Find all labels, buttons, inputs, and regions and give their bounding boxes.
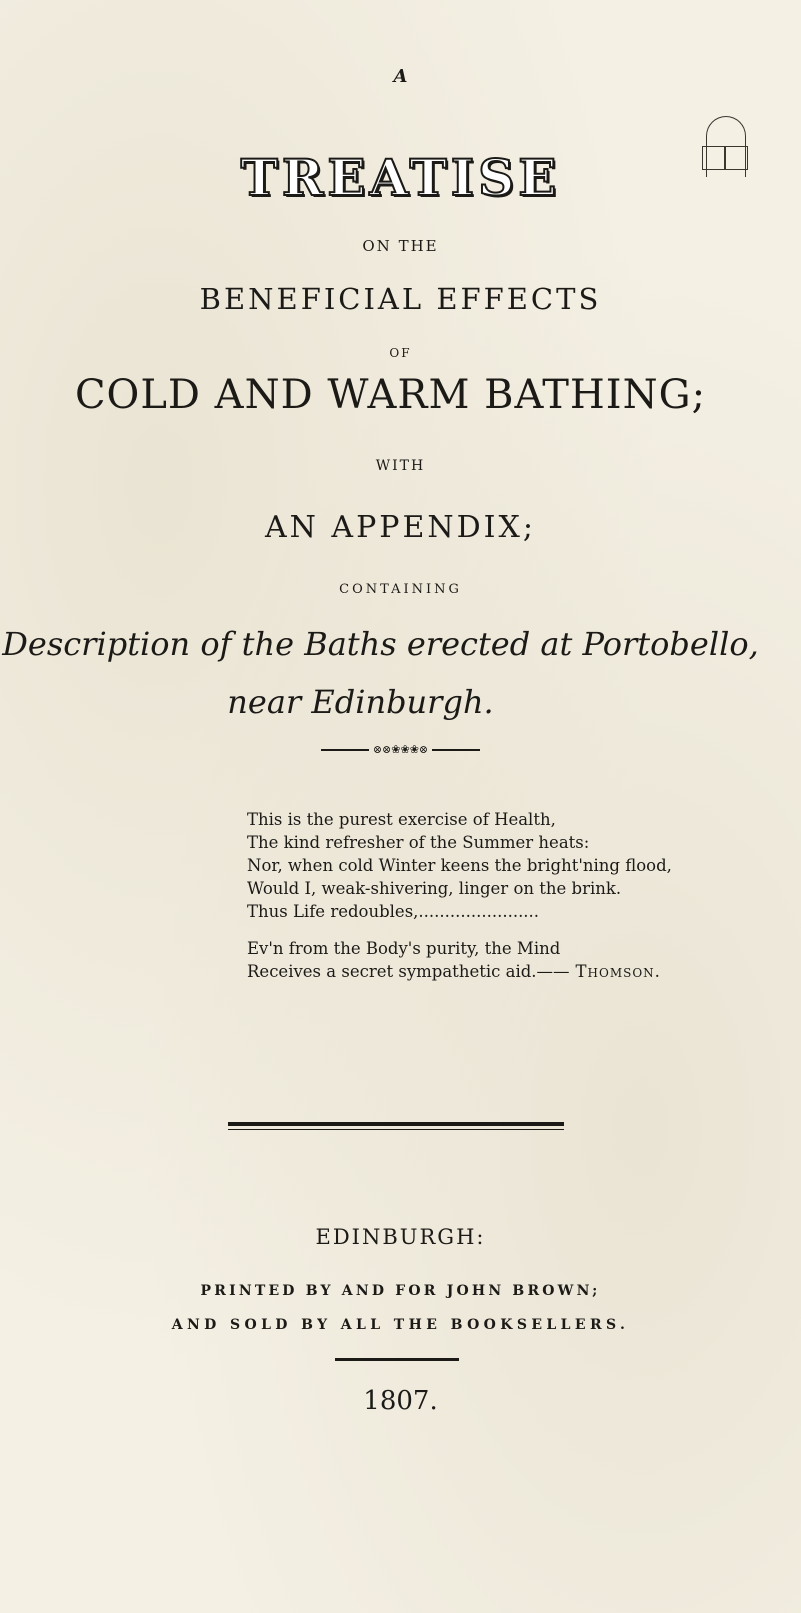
double-rule [228, 1122, 564, 1130]
epigraph-line-with-attribution [247, 960, 661, 983]
epigraph-stanza-1 [247, 808, 672, 923]
imprint-rule [335, 1358, 459, 1361]
epigraph-line: The kind refresher of the Summer heats: [247, 833, 590, 852]
epigraph-line: This is the purest exercise of Health, [247, 810, 556, 829]
description-line-2: near Edinburgh. [227, 683, 494, 721]
with-line: WITH [375, 458, 426, 474]
bathing-line: COLD AND WARM BATHING; [74, 372, 707, 418]
epigraph-line: Receives a secret sympathetic aid.—— [247, 962, 570, 981]
beneficial-effects-line: BENEFICIAL EFFECTS [199, 282, 602, 316]
epigraph-line: Nor, when cold Winter keens the bright'ning flood, [247, 856, 672, 875]
epigraph-line: Thus Life redoubles,....................... [247, 902, 540, 921]
epigraph-attribution: Thomson. [575, 962, 661, 981]
of-line: OF [389, 346, 412, 360]
description-line-1: Description of the Baths erected at Portobello, [2, 625, 759, 663]
imprint-city: EDINBURGH: [315, 1225, 486, 1249]
ornament-glyphs: ⊗⊗❀❀❀⊗ [372, 743, 429, 756]
article-word: A [393, 66, 408, 87]
stamp-box-left [702, 146, 726, 170]
imprint-seller: AND SOLD BY ALL THE BOOKSELLERS. [171, 1317, 630, 1333]
imprint-printer: PRINTED BY AND FOR JOHN BROWN; [200, 1283, 601, 1299]
imprint-year: 1807. [363, 1386, 438, 1416]
stamp-box-right [724, 146, 748, 170]
ornament-divider [0, 743, 801, 756]
main-title: TREATISE [240, 148, 561, 207]
epigraph-stanza-2 [247, 937, 661, 983]
epigraph-line: Would I, weak-shivering, linger on the brink. [247, 879, 622, 898]
containing-line: CONTAINING [339, 582, 462, 597]
on-the-line: ON THE [362, 237, 439, 255]
library-stamp-mark [700, 116, 756, 268]
rule-thin [228, 1129, 564, 1130]
epigraph-line: Ev'n from the Body's purity, the Mind [247, 939, 561, 958]
appendix-line: AN APPENDIX; [264, 510, 536, 545]
ornament-left-bar [321, 749, 369, 751]
ornament-right-bar [432, 749, 480, 751]
